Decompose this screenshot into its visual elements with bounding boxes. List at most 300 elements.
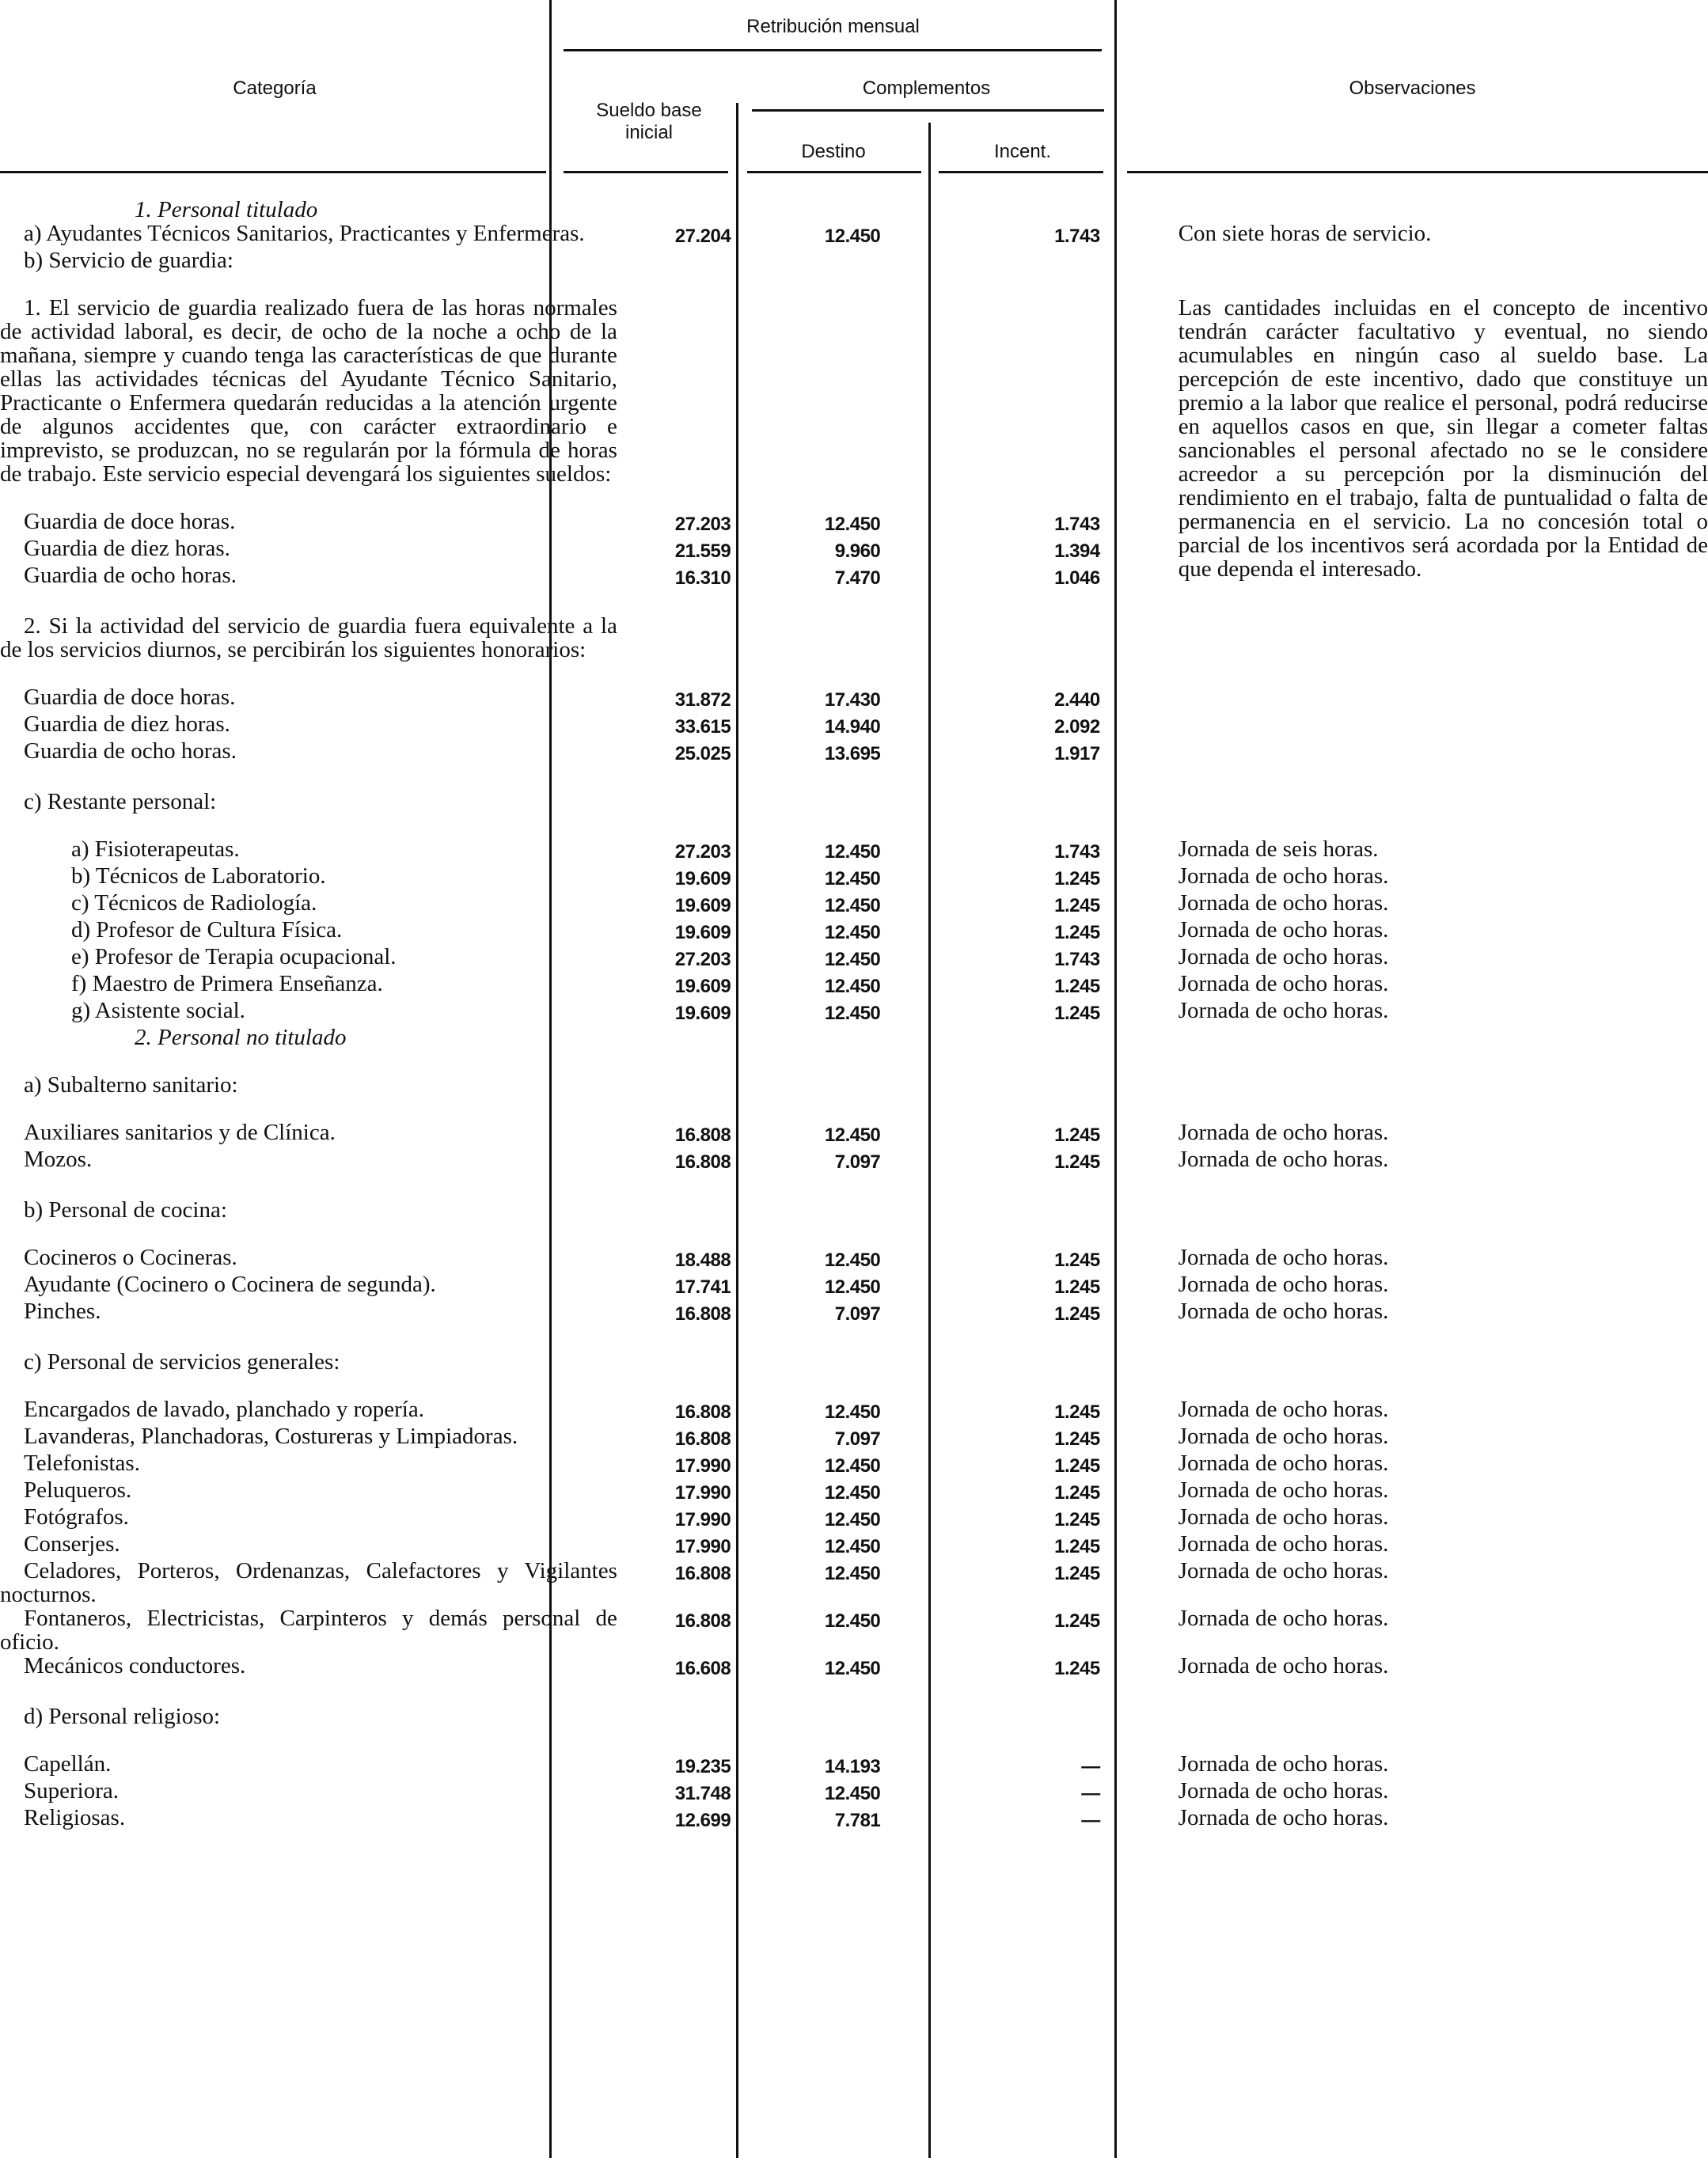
sueldo-base-cell: 16.310 [674,567,731,589]
destino-cell [802,248,991,272]
destino-cell [802,1705,991,1728]
header-categoria: Categoría [233,78,317,99]
observaciones-cell: Jornada de ocho horas. [1178,944,1389,969]
category-cell: d) Personal religioso: [24,1704,221,1729]
sueldo-base-cell: 19.609 [674,976,731,997]
incentivo-cell [991,1350,1167,1374]
table-row [0,1073,1708,1097]
sueldo-base-cell [625,1174,802,1198]
category-cell [0,1174,625,1198]
spacer-row [0,814,1708,837]
header-retribucion: Retribución mensual [746,16,920,37]
incentivo-cell [991,1681,1167,1705]
header-rule [564,49,1102,51]
header-rule [0,171,546,173]
incentivo-cell [991,1222,1167,1246]
incentivo-cell: 1.245 [1054,1482,1100,1504]
destino-cell: 12.450 [824,895,881,916]
observaciones-cell: Jornada de ocho horas. [1178,1531,1389,1557]
sueldo-base-cell: 19.609 [674,922,731,943]
incentivo-cell: 1.245 [1054,1536,1100,1557]
header-sueldo: Sueldo base inicial [596,100,702,143]
table-row [0,1478,1708,1505]
observaciones-cell: Jornada de ocho horas. [1178,890,1389,916]
destino-cell [802,1681,991,1705]
destino-cell [802,1073,991,1097]
category-cell: f) Maestro de Primera Enseñanza. [71,971,383,996]
section-heading-row [0,198,1708,222]
sueldo-base-cell [625,486,802,510]
table-row [0,1198,1708,1222]
incentivo-cell [991,1728,1167,1752]
destino-cell: 17.430 [824,689,881,711]
category-cell: Conserjes. [24,1531,120,1557]
table-row [0,1121,1708,1147]
category-cell: Encargados de lavado, planchado y ropería. [24,1397,424,1422]
observaciones-cell: Jornada de ocho horas. [1178,998,1389,1023]
incentivo-cell: 1.245 [1054,895,1100,916]
observaciones-cell [1167,1222,1708,1246]
observaciones-cell [1167,1026,1708,1049]
category-cell: c) Restante personal: [24,789,217,814]
spacer-row [0,1728,1708,1752]
incentivo-cell [991,814,1167,837]
category-cell: e) Profesor de Terapia ocupacional. [71,944,397,969]
destino-cell: 12.450 [824,841,881,863]
incentivo-cell: 1.245 [1054,1250,1100,1271]
table-row [0,296,1708,486]
incentivo-cell [991,1049,1167,1073]
observaciones-cell: Jornada de ocho horas. [1178,1299,1389,1324]
destino-cell [802,1374,991,1398]
destino-cell [802,1350,991,1374]
destino-cell [802,766,991,790]
incentivo-cell [991,590,1167,614]
table-row [0,1299,1708,1326]
table-row [0,1705,1708,1728]
destino-cell [802,296,991,486]
observaciones-cell [1167,814,1708,837]
spacer-row [0,766,1708,790]
category-cell: Lavanderas, Planchadoras, Costureras y Limpiadoras. [24,1424,518,1449]
incentivo-cell: — [1081,1783,1100,1804]
observaciones-cell: Jornada de ocho horas. [1178,1751,1389,1777]
category-cell [0,662,625,685]
incentivo-cell: 2.440 [1054,689,1100,711]
spacer-row [0,1326,1708,1350]
category-cell: b) Servicio de guardia: [24,248,233,273]
spacer-row [0,1049,1708,1073]
incentivo-cell [991,1705,1167,1728]
sueldo-base-cell [625,614,802,662]
section-heading-row [0,1026,1708,1049]
observaciones-cell [1167,662,1708,685]
category-cell: Guardia de ocho horas. [24,563,237,588]
sueldo-base-cell: 19.609 [674,868,731,889]
destino-cell: 12.450 [824,1563,881,1584]
sueldo-base-cell: 16.808 [674,1610,731,1632]
destino-cell: 14.193 [824,1756,881,1777]
incentivo-cell: 1.245 [1054,1125,1100,1146]
table-row [0,918,1708,945]
observaciones-cell [1167,1073,1708,1097]
destino-cell: 12.450 [824,922,881,943]
header-rule [747,171,921,173]
incentivo-cell: 1.245 [1054,1401,1100,1423]
table-row [0,837,1708,864]
observaciones-cell [1167,790,1708,814]
sueldo-base-cell: 17.990 [674,1482,731,1504]
sueldo-base-cell: 31.748 [674,1783,731,1804]
table-row [0,1752,1708,1779]
incentivo-cell: 1.743 [1054,514,1100,535]
incentivo-cell [991,766,1167,790]
sueldo-base-cell: 16.808 [674,1563,731,1584]
incentivo-cell: 1.245 [1054,1151,1100,1173]
observaciones-cell: Con siete horas de servicio. [1178,221,1432,246]
incentivo-cell: 1.245 [1054,1610,1100,1632]
sueldo-base-cell [625,766,802,790]
category-cell: Guardia de diez horas. [24,536,230,561]
sueldo-base-cell [625,814,802,837]
incentivo-cell: — [1081,1810,1100,1831]
sueldo-base-cell [625,1097,802,1121]
observaciones-cell [1167,1728,1708,1752]
destino-cell: 12.450 [824,1250,881,1271]
header-destino: Destino [801,141,866,162]
table-row [0,1806,1708,1833]
observaciones-cell: Jornada de ocho horas. [1178,1272,1389,1297]
sueldo-base-cell [625,1681,802,1705]
incentivo-cell [991,662,1167,685]
incentivo-cell [991,1326,1167,1350]
destino-cell: 12.450 [824,514,881,535]
sueldo-base-cell [625,1073,802,1097]
observaciones-cell: Jornada de seis horas. [1178,836,1379,862]
observaciones-cell [1167,614,1708,662]
observaciones-cell [1167,1350,1708,1374]
table-row [0,1779,1708,1806]
sueldo-base-cell [625,272,802,296]
destino-cell [802,590,991,614]
observaciones-cell: Jornada de ocho horas. [1178,1451,1389,1476]
incentivo-cell: 1.245 [1054,1563,1100,1584]
incentivo-cell [991,296,1167,486]
category-cell [0,486,625,510]
incentivo-cell: 1.743 [1054,226,1100,247]
observaciones-cell: Jornada de ocho horas. [1178,1424,1389,1449]
destino-cell [802,1326,991,1350]
category-cell [0,814,625,837]
incentivo-cell: 1.245 [1054,1003,1100,1024]
incentivo-cell: 1.245 [1054,1276,1100,1298]
table-row [0,1398,1708,1424]
category-cell: a) Ayudantes Técnicos Sanitarios, Practicantes y Enfermeras. [24,221,585,246]
sueldo-base-cell: 27.203 [674,949,731,970]
category-cell: b) Personal de cocina: [24,1197,227,1223]
observaciones-cell: Las cantidades incluidas en el concepto de incentivo tendrán carácter facultativo y eventual, no siendo acumulables en ningún caso al sueldo base. La percepción de este incentivo, dado que constituye un premio a la labor que realice el personal, podrá reducirse en aquellos casos en que, sin llegar a cometer faltas sancionables el personal afectado no se le considere acreedor a su percepción por la disminución del rendimiento en el trabajo, falta de puntualidad o falta de permanencia en el servicio. La no concesión total o parcial de los incentivos será acordada por la Entidad de que dependa el interesado. [1178,295,1708,582]
category-cell [0,1326,625,1350]
observaciones-cell: Jornada de ocho horas. [1178,1397,1389,1422]
destino-cell [802,198,991,222]
incentivo-cell: 1.245 [1054,1509,1100,1530]
category-cell: Mecánicos conductores. [24,1653,246,1678]
incentivo-cell: 1.046 [1054,567,1100,589]
destino-cell [802,814,991,837]
sueldo-base-cell: 16.808 [674,1401,731,1423]
incentivo-cell: 1.245 [1054,1658,1100,1679]
header-rule [752,109,1104,112]
destino-cell: 14.940 [824,716,881,738]
incentivo-cell: 1.917 [1054,743,1100,764]
destino-cell: 12.450 [824,1536,881,1557]
category-cell: g) Asistente social. [71,998,245,1023]
destino-cell: 12.450 [824,1401,881,1423]
incentivo-cell [991,198,1167,222]
spacer-row [0,1681,1708,1705]
category-cell [0,1374,625,1398]
table-row [0,945,1708,972]
destino-cell: 9.960 [834,540,881,562]
sueldo-base-cell [625,662,802,685]
category-cell: Guardia de diez horas. [24,711,230,737]
destino-cell [802,662,991,685]
category-cell: Superiora. [24,1778,119,1803]
observaciones-cell: Jornada de ocho horas. [1178,1805,1389,1830]
table-row [0,1606,1708,1654]
destino-cell: 13.695 [824,743,881,764]
destino-cell: 12.450 [824,1509,881,1530]
sueldo-base-cell: 17.990 [674,1509,731,1530]
sueldo-base-cell: 16.808 [674,1151,731,1173]
sueldo-base-cell [625,1374,802,1398]
table-row [0,1272,1708,1299]
observaciones-cell [1167,766,1708,790]
category-cell: c) Técnicos de Radiología. [71,890,317,916]
header-rule [564,171,728,173]
incentivo-cell [991,248,1167,272]
observaciones-cell: Jornada de ocho horas. [1178,1147,1389,1172]
sueldo-base-cell [625,1705,802,1728]
sueldo-base-cell [625,1198,802,1222]
sueldo-base-cell [625,1326,802,1350]
incentivo-cell [991,1198,1167,1222]
incentivo-cell [991,272,1167,296]
incentivo-cell [991,1174,1167,1198]
category-cell: Ayudante (Cocinero o Cocinera de segunda). [24,1272,436,1297]
table-row [0,1505,1708,1532]
incentivo-cell: 1.245 [1054,1428,1100,1450]
sueldo-base-cell [625,590,802,614]
category-cell [0,1049,625,1073]
observaciones-cell [1167,198,1708,222]
observaciones-cell [1167,1049,1708,1073]
category-cell [0,1097,625,1121]
salary-table [0,198,1708,1833]
category-cell: c) Personal de servicios generales: [24,1349,340,1375]
sueldo-base-cell [625,1350,802,1374]
observaciones-cell [1167,1198,1708,1222]
sueldo-base-cell: 31.872 [674,689,731,711]
sueldo-base-cell: 25.025 [674,743,731,764]
observaciones-cell [1167,1374,1708,1398]
sueldo-base-cell: 18.488 [674,1250,731,1271]
table-row [0,1559,1708,1606]
destino-cell: 7.097 [834,1151,881,1173]
spacer-row [0,1097,1708,1121]
incentivo-cell [991,1097,1167,1121]
observaciones-cell [1167,248,1708,272]
sueldo-base-cell: 19.609 [674,1003,731,1024]
category-cell: b) Técnicos de Laboratorio. [71,863,326,889]
sueldo-base-cell [625,296,802,486]
spacer-row [0,662,1708,685]
category-cell: Guardia de ocho horas. [24,738,237,764]
category-cell [0,1728,625,1752]
incentivo-cell [991,486,1167,510]
observaciones-cell: Jornada de ocho horas. [1178,1120,1389,1145]
sueldo-base-cell: 17.990 [674,1536,731,1557]
category-cell: Guardia de doce horas. [24,685,236,710]
destino-cell: 12.450 [824,1003,881,1024]
table-row [0,222,1708,248]
sueldo-base-cell [625,1728,802,1752]
observaciones-cell: Jornada de ocho horas. [1178,1477,1389,1503]
destino-cell [802,1222,991,1246]
destino-cell: 12.450 [824,1125,881,1146]
sueldo-base-cell [625,1222,802,1246]
incentivo-cell [991,614,1167,662]
table-row [0,1147,1708,1174]
category-cell [0,590,625,614]
table-row [0,972,1708,999]
destino-cell [802,614,991,662]
observaciones-cell [1167,739,1708,766]
incentivo-cell [991,1073,1167,1097]
category-cell: Telefonistas. [24,1451,140,1476]
table-row [0,999,1708,1026]
destino-cell: 12.450 [824,1455,881,1477]
spacer-row [0,1374,1708,1398]
category-cell: Cocineros o Cocineras. [24,1245,237,1270]
sueldo-base-cell: 16.608 [674,1658,731,1679]
observaciones-cell: Jornada de ocho horas. [1178,1778,1389,1803]
category-cell: Capellán. [24,1751,112,1777]
table-row [0,712,1708,739]
destino-cell: 12.450 [824,868,881,889]
destino-cell: 7.097 [834,1428,881,1450]
category-cell [0,1681,625,1705]
category-cell: Fotógrafos. [24,1504,129,1530]
sueldo-base-cell: 27.203 [674,514,731,535]
category-cell: Auxiliares sanitarios y de Clínica. [24,1120,336,1145]
observaciones-cell [1167,1326,1708,1350]
incentivo-cell: 1.245 [1054,1455,1100,1477]
destino-cell [802,486,991,510]
incentivo-cell: 1.743 [1054,841,1100,863]
table-row [0,1451,1708,1478]
header-observaciones: Observaciones [1349,78,1476,99]
category-cell [0,272,625,296]
destino-cell [802,272,991,296]
observaciones-cell: Jornada de ocho horas. [1178,917,1389,942]
destino-cell [802,1174,991,1198]
destino-cell: 12.450 [824,226,881,247]
category-cell: Celadores, Porteros, Ordenanzas, Calefactores y Vigilantes nocturnos. [0,1558,617,1607]
category-cell: Peluqueros. [24,1477,132,1503]
destino-cell: 7.781 [834,1810,881,1831]
category-cell: 2. Si la actividad del servicio de guardia fuera equivalente a la de los servicios diurnos, se percibirán los siguientes honorarios: [0,613,617,662]
observaciones-cell: Jornada de ocho horas. [1178,1504,1389,1530]
table-row [0,1350,1708,1374]
category-cell: 1. Personal titulado [135,197,318,222]
header-incent: Incent. [993,141,1052,162]
sueldo-base-cell: 17.990 [674,1455,731,1477]
table-row [0,614,1708,662]
destino-cell [802,1026,991,1049]
destino-cell: 7.097 [834,1303,881,1325]
table-row [0,1654,1708,1681]
observaciones-cell [1167,685,1708,712]
sueldo-base-cell: 16.808 [674,1303,731,1325]
observaciones-cell [1167,1097,1708,1121]
observaciones-cell: Jornada de ocho horas. [1178,1653,1389,1678]
table-row [0,864,1708,891]
table-row [0,1532,1708,1559]
sueldo-base-cell [625,248,802,272]
observaciones-cell: Jornada de ocho horas. [1178,1606,1389,1631]
observaciones-cell [1167,1705,1708,1728]
observaciones-cell [1167,1174,1708,1198]
observaciones-cell [1167,272,1708,296]
incentivo-cell: 1.245 [1054,868,1100,889]
incentivo-cell: 1.743 [1054,949,1100,970]
spacer-row [0,590,1708,614]
category-cell: Fontaneros, Electricistas, Carpinteros y demás personal de oficio. [0,1606,617,1655]
spacer-row [0,1174,1708,1198]
sueldo-base-cell: 33.615 [674,716,731,738]
observaciones-cell: Jornada de ocho horas. [1178,971,1389,996]
spacer-row [0,1222,1708,1246]
sueldo-base-cell [625,790,802,814]
sueldo-base-cell: 16.808 [674,1125,731,1146]
table-row [0,1246,1708,1272]
category-cell [0,1222,625,1246]
table-row [0,248,1708,272]
observaciones-cell [1167,1681,1708,1705]
category-cell: Religiosas. [24,1805,126,1830]
sueldo-base-cell: 27.204 [674,226,731,247]
sueldo-base-cell: 12.699 [674,1810,731,1831]
table-row [0,891,1708,918]
incentivo-cell: 1.394 [1054,540,1100,562]
category-cell: Mozos. [24,1147,93,1172]
sueldo-base-cell: 17.741 [674,1276,731,1298]
observaciones-cell: Jornada de ocho horas. [1178,1245,1389,1270]
header-complementos: Complementos [862,78,991,99]
sueldo-base-cell: 19.235 [674,1756,731,1777]
category-cell: a) Subalterno sanitario: [24,1072,238,1098]
category-cell: 2. Personal no titulado [135,1025,347,1050]
destino-cell: 12.450 [824,976,881,997]
incentivo-cell [991,1374,1167,1398]
incentivo-cell [991,790,1167,814]
sueldo-base-cell: 19.609 [674,895,731,916]
destino-cell [802,790,991,814]
incentivo-cell: 2.092 [1054,716,1100,738]
incentivo-cell [991,1026,1167,1049]
destino-cell [802,1049,991,1073]
